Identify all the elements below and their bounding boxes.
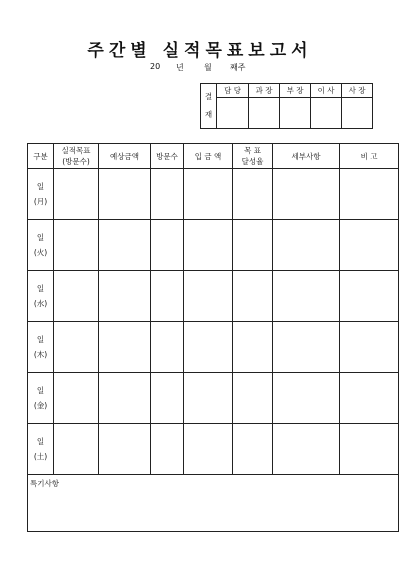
- table-row: [28, 424, 399, 475]
- day-hanja: (土): [33, 452, 48, 461]
- approval-role-department-head: 부 장: [280, 84, 311, 98]
- cell-remarks[interactable]: [340, 373, 399, 424]
- day-label-tue: [28, 220, 54, 271]
- cell-target[interactable]: [54, 373, 99, 424]
- day-label-sat: [28, 424, 54, 475]
- approval-box: [200, 83, 373, 129]
- approval-sign-president[interactable]: [342, 98, 373, 129]
- table-row: [28, 271, 399, 322]
- day-label-fri: [28, 373, 54, 424]
- day-label: 일: [36, 182, 45, 191]
- weekly-report-table: [27, 143, 399, 532]
- cell-target[interactable]: [54, 424, 99, 475]
- header-target-line1: 실적목표: [61, 146, 91, 155]
- month-unit: 월: [204, 63, 212, 72]
- approval-role-director: 이 사: [311, 84, 342, 98]
- table-row: [28, 169, 399, 220]
- header-achievement-line2: 달성율: [241, 157, 264, 166]
- cell-expected-amount[interactable]: [99, 424, 151, 475]
- approval-role-section-chief: 과 장: [249, 84, 280, 98]
- approval-role-president: 사 장: [342, 84, 373, 98]
- approval-role-staff: 담 당: [217, 84, 249, 98]
- cell-visits[interactable]: [151, 373, 184, 424]
- header-details: 세부사항: [273, 144, 340, 169]
- day-label: 일: [36, 386, 45, 395]
- approval-side-label-top: 결: [204, 92, 213, 101]
- year-unit: 년: [176, 63, 184, 72]
- table-row: [28, 373, 399, 424]
- cell-visits[interactable]: [151, 220, 184, 271]
- header-visits: 방문수: [151, 144, 184, 169]
- approval-sign-section-chief[interactable]: [249, 98, 280, 129]
- day-label-mon: [28, 169, 54, 220]
- week-unit: 째주: [230, 63, 246, 72]
- day-label: 일: [36, 335, 45, 344]
- approval-sign-staff[interactable]: [217, 98, 249, 129]
- notes-row: [28, 475, 399, 532]
- cell-visits[interactable]: [151, 322, 184, 373]
- header-remarks: 비 고: [340, 144, 399, 169]
- cell-remarks[interactable]: [340, 220, 399, 271]
- cell-deposit-amount[interactable]: [184, 271, 233, 322]
- cell-remarks[interactable]: [340, 322, 399, 373]
- header-target-line2: (방문수): [62, 157, 90, 166]
- cell-expected-amount[interactable]: [99, 169, 151, 220]
- cell-expected-amount[interactable]: [99, 373, 151, 424]
- cell-expected-amount[interactable]: [99, 322, 151, 373]
- approval-sign-department-head[interactable]: [280, 98, 311, 129]
- cell-expected-amount[interactable]: [99, 271, 151, 322]
- cell-details[interactable]: [273, 271, 340, 322]
- header-target: [54, 144, 99, 169]
- cell-target[interactable]: [54, 322, 99, 373]
- cell-details[interactable]: [273, 373, 340, 424]
- header-category: 구분: [28, 144, 54, 169]
- day-hanja: (火): [33, 248, 48, 257]
- day-label: 일: [36, 437, 45, 446]
- approval-side-label-bottom: 재: [204, 110, 213, 119]
- year-value: 20: [150, 62, 161, 71]
- header-deposit-amount: 입 금 액: [184, 144, 233, 169]
- document-title: 주간별 실적목표보고서: [87, 41, 313, 61]
- cell-details[interactable]: [273, 322, 340, 373]
- cell-remarks[interactable]: [340, 271, 399, 322]
- cell-visits[interactable]: [151, 424, 184, 475]
- cell-details[interactable]: [273, 220, 340, 271]
- day-hanja: (木): [33, 350, 48, 359]
- day-label: 일: [36, 284, 45, 293]
- special-notes-label: 특기사항: [30, 479, 59, 488]
- cell-target[interactable]: [54, 169, 99, 220]
- cell-achievement[interactable]: [233, 271, 273, 322]
- cell-deposit-amount[interactable]: [184, 373, 233, 424]
- cell-deposit-amount[interactable]: [184, 322, 233, 373]
- cell-visits[interactable]: [151, 271, 184, 322]
- cell-achievement[interactable]: [233, 322, 273, 373]
- table-row: [28, 220, 399, 271]
- day-label-wed: [28, 271, 54, 322]
- cell-remarks[interactable]: [340, 169, 399, 220]
- day-label: 일: [36, 233, 45, 242]
- header-row: [28, 144, 399, 169]
- cell-achievement[interactable]: [233, 220, 273, 271]
- cell-deposit-amount[interactable]: [184, 169, 233, 220]
- cell-achievement[interactable]: [233, 169, 273, 220]
- cell-details[interactable]: [273, 169, 340, 220]
- approval-side-label: [201, 84, 217, 129]
- cell-deposit-amount[interactable]: [184, 424, 233, 475]
- day-hanja: (水): [33, 299, 48, 308]
- day-label-thu: [28, 322, 54, 373]
- table-row: [28, 322, 399, 373]
- cell-deposit-amount[interactable]: [184, 220, 233, 271]
- cell-target[interactable]: [54, 220, 99, 271]
- header-expected-amount: 예상금액: [99, 144, 151, 169]
- day-hanja: (金): [33, 401, 48, 410]
- cell-visits[interactable]: [151, 169, 184, 220]
- special-notes-field[interactable]: [28, 475, 399, 532]
- cell-achievement[interactable]: [233, 424, 273, 475]
- cell-details[interactable]: [273, 424, 340, 475]
- cell-expected-amount[interactable]: [99, 220, 151, 271]
- cell-remarks[interactable]: [340, 424, 399, 475]
- approval-sign-director[interactable]: [311, 98, 342, 129]
- header-achievement: [233, 144, 273, 169]
- header-achievement-line1: 목 표: [244, 146, 261, 155]
- cell-achievement[interactable]: [233, 373, 273, 424]
- day-hanja: (月): [33, 197, 48, 206]
- cell-target[interactable]: [54, 271, 99, 322]
